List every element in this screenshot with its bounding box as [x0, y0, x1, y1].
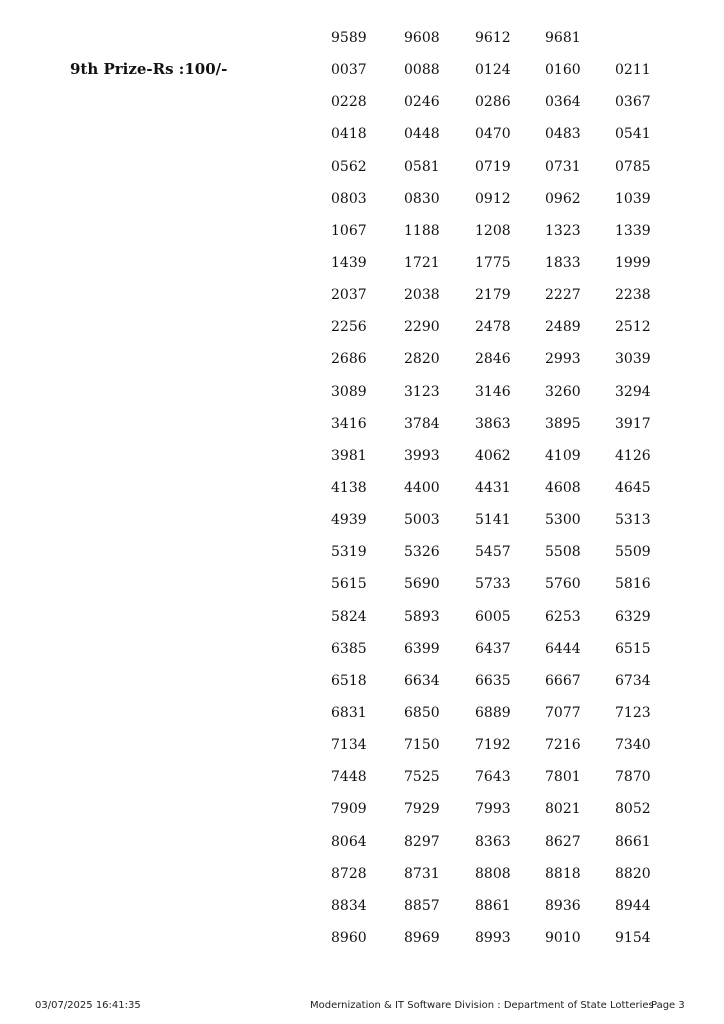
ticket-number: 5816 — [615, 576, 651, 593]
ticket-number: 8944 — [615, 897, 651, 914]
ticket-number: 2038 — [404, 287, 440, 304]
ticket-number: 0470 — [475, 126, 511, 143]
ticket-number: 3784 — [404, 415, 440, 432]
ticket-number: 7123 — [615, 704, 651, 721]
ticket-number: 3039 — [615, 351, 651, 368]
ticket-number: 7909 — [331, 801, 367, 818]
ticket-number: 0124 — [475, 62, 511, 79]
ticket-number: 9154 — [615, 929, 651, 946]
ticket-number: 0088 — [404, 62, 440, 79]
ticket-number: 5824 — [331, 608, 367, 625]
ticket-number: 7340 — [615, 737, 651, 754]
ticket-number: 1721 — [404, 255, 440, 271]
ticket-number: 5313 — [615, 512, 651, 529]
ticket-number: 3294 — [615, 383, 651, 400]
ticket-number: 4431 — [475, 480, 511, 496]
ticket-number: 2686 — [331, 351, 367, 368]
ticket-number: 9681 — [545, 30, 581, 46]
ticket-number: 0541 — [615, 126, 651, 143]
ticket-number: 2037 — [331, 287, 367, 304]
ticket-number: 0037 — [331, 62, 367, 79]
ticket-number: 5300 — [545, 512, 581, 529]
ticket-number: 8297 — [404, 833, 440, 850]
ticket-number: 0448 — [404, 126, 440, 143]
ticket-number: 0785 — [615, 158, 651, 175]
ticket-number: 2993 — [545, 351, 581, 368]
ticket-number: 5690 — [404, 576, 440, 593]
ticket-number: 8363 — [475, 833, 511, 850]
ticket-number: 4939 — [331, 512, 367, 529]
ticket-number: 2256 — [331, 319, 367, 336]
ticket-number: 0286 — [475, 94, 511, 111]
ticket-number: 0830 — [404, 190, 440, 207]
ticket-number: 8064 — [331, 833, 367, 850]
ticket-number: 8936 — [545, 897, 581, 914]
ticket-number: 6635 — [475, 672, 511, 689]
ticket-number: 5893 — [404, 608, 440, 625]
ticket-number: 8969 — [404, 929, 440, 946]
ticket-number: 1067 — [331, 222, 367, 239]
ticket-number: 6005 — [475, 608, 511, 625]
ticket-number: 6634 — [404, 672, 440, 689]
ticket-number: 5615 — [331, 576, 367, 593]
ticket-number: 6515 — [615, 640, 651, 657]
ticket-number: 3146 — [475, 383, 511, 400]
footer-organization: Modernization & IT Software Division : Department of State Lotteries — [310, 1000, 654, 1011]
ticket-number: 3416 — [331, 415, 367, 432]
ticket-number: 6253 — [545, 608, 581, 625]
prize-heading: 9th Prize-Rs :100/- — [70, 60, 228, 78]
ticket-number: 6437 — [475, 640, 511, 657]
ticket-number: 0160 — [545, 62, 581, 79]
ticket-number: 1775 — [475, 255, 511, 271]
ticket-number: 5509 — [615, 544, 651, 561]
ticket-number: 6385 — [331, 640, 367, 657]
ticket-number: 7077 — [545, 704, 581, 721]
ticket-number: 7150 — [404, 737, 440, 754]
ticket-number: 7448 — [331, 769, 367, 786]
ticket-number: 5319 — [331, 544, 367, 561]
ticket-number: 2489 — [545, 319, 581, 336]
ticket-number: 2238 — [615, 287, 651, 304]
ticket-number: 1339 — [615, 222, 651, 239]
ticket-number: 1188 — [404, 222, 440, 239]
ticket-number: 2179 — [475, 287, 511, 304]
ticket-number: 9612 — [475, 30, 511, 46]
ticket-number: 6667 — [545, 672, 581, 689]
ticket-number: 3917 — [615, 415, 651, 432]
ticket-number: 4645 — [615, 480, 651, 496]
ticket-number: 2820 — [404, 351, 440, 368]
ticket-number: 5457 — [475, 544, 511, 561]
ticket-number: 0581 — [404, 158, 440, 175]
ticket-number: 5760 — [545, 576, 581, 593]
ticket-number: 1208 — [475, 222, 511, 239]
ticket-number: 0803 — [331, 190, 367, 207]
ticket-number: 8052 — [615, 801, 651, 818]
ticket-number: 6399 — [404, 640, 440, 657]
ticket-number: 6850 — [404, 704, 440, 721]
ticket-number: 0719 — [475, 158, 511, 175]
ticket-number: 1439 — [331, 255, 367, 271]
ticket-number: 6444 — [545, 640, 581, 657]
ticket-number: 5326 — [404, 544, 440, 561]
ticket-number: 0364 — [545, 94, 581, 111]
ticket-number: 1323 — [545, 222, 581, 239]
ticket-number: 9608 — [404, 30, 440, 46]
ticket-number: 8834 — [331, 897, 367, 914]
ticket-number: 6329 — [615, 608, 651, 625]
ticket-number: 2290 — [404, 319, 440, 336]
ticket-number: 4109 — [545, 447, 581, 464]
ticket-number: 0418 — [331, 126, 367, 143]
ticket-number: 8861 — [475, 897, 511, 914]
ticket-number: 0228 — [331, 94, 367, 111]
ticket-number: 7643 — [475, 769, 511, 786]
ticket-number: 3863 — [475, 415, 511, 432]
ticket-number: 4126 — [615, 447, 651, 464]
ticket-number: 0562 — [331, 158, 367, 175]
ticket-number: 0483 — [545, 126, 581, 143]
ticket-number: 8960 — [331, 929, 367, 946]
ticket-number: 4400 — [404, 480, 440, 496]
ticket-number: 3123 — [404, 383, 440, 400]
ticket-number: 5508 — [545, 544, 581, 561]
ticket-number: 8661 — [615, 833, 651, 850]
ticket-number: 0731 — [545, 158, 581, 175]
ticket-number: 8731 — [404, 865, 440, 882]
ticket-number: 4138 — [331, 480, 367, 496]
ticket-number: 7192 — [475, 737, 511, 754]
ticket-number: 1039 — [615, 190, 651, 207]
ticket-number: 8808 — [475, 865, 511, 882]
ticket-number: 4608 — [545, 480, 581, 496]
ticket-number: 6831 — [331, 704, 367, 721]
footer-datetime: 03/07/2025 16:41:35 — [35, 1000, 141, 1011]
ticket-number: 8627 — [545, 833, 581, 850]
ticket-number: 1833 — [545, 255, 581, 271]
ticket-number: 2478 — [475, 319, 511, 336]
ticket-number: 3260 — [545, 383, 581, 400]
ticket-number: 5141 — [475, 512, 511, 529]
ticket-number: 8820 — [615, 865, 651, 882]
ticket-number: 5003 — [404, 512, 440, 529]
ticket-number: 3089 — [331, 383, 367, 400]
ticket-number: 6518 — [331, 672, 367, 689]
ticket-number: 6734 — [615, 672, 651, 689]
ticket-number: 7993 — [475, 801, 511, 818]
ticket-number: 2846 — [475, 351, 511, 368]
ticket-number: 8021 — [545, 801, 581, 818]
ticket-number: 1999 — [615, 255, 651, 271]
ticket-number: 3981 — [331, 447, 367, 464]
ticket-number: 3993 — [404, 447, 440, 464]
ticket-number: 9010 — [545, 929, 581, 946]
ticket-number: 8818 — [545, 865, 581, 882]
ticket-number: 8857 — [404, 897, 440, 914]
ticket-number: 0211 — [615, 62, 651, 79]
ticket-number: 6889 — [475, 704, 511, 721]
ticket-number: 2512 — [615, 319, 651, 336]
ticket-number: 7216 — [545, 737, 581, 754]
footer-page-number: Page 3 — [651, 1000, 685, 1011]
ticket-number: 8728 — [331, 865, 367, 882]
ticket-number: 7929 — [404, 801, 440, 818]
ticket-number: 7801 — [545, 769, 581, 786]
ticket-number: 0367 — [615, 94, 651, 111]
ticket-number: 3895 — [545, 415, 581, 432]
ticket-number: 0912 — [475, 190, 511, 207]
ticket-number: 4062 — [475, 447, 511, 464]
ticket-number: 5733 — [475, 576, 511, 593]
ticket-number: 0962 — [545, 190, 581, 207]
page-footer — [0, 1000, 724, 1014]
ticket-number: 7134 — [331, 737, 367, 754]
ticket-number: 9589 — [331, 30, 367, 46]
ticket-number: 8993 — [475, 929, 511, 946]
ticket-number: 7525 — [404, 769, 440, 786]
ticket-number: 2227 — [545, 287, 581, 304]
ticket-number: 0246 — [404, 94, 440, 111]
ticket-number: 7870 — [615, 769, 651, 786]
